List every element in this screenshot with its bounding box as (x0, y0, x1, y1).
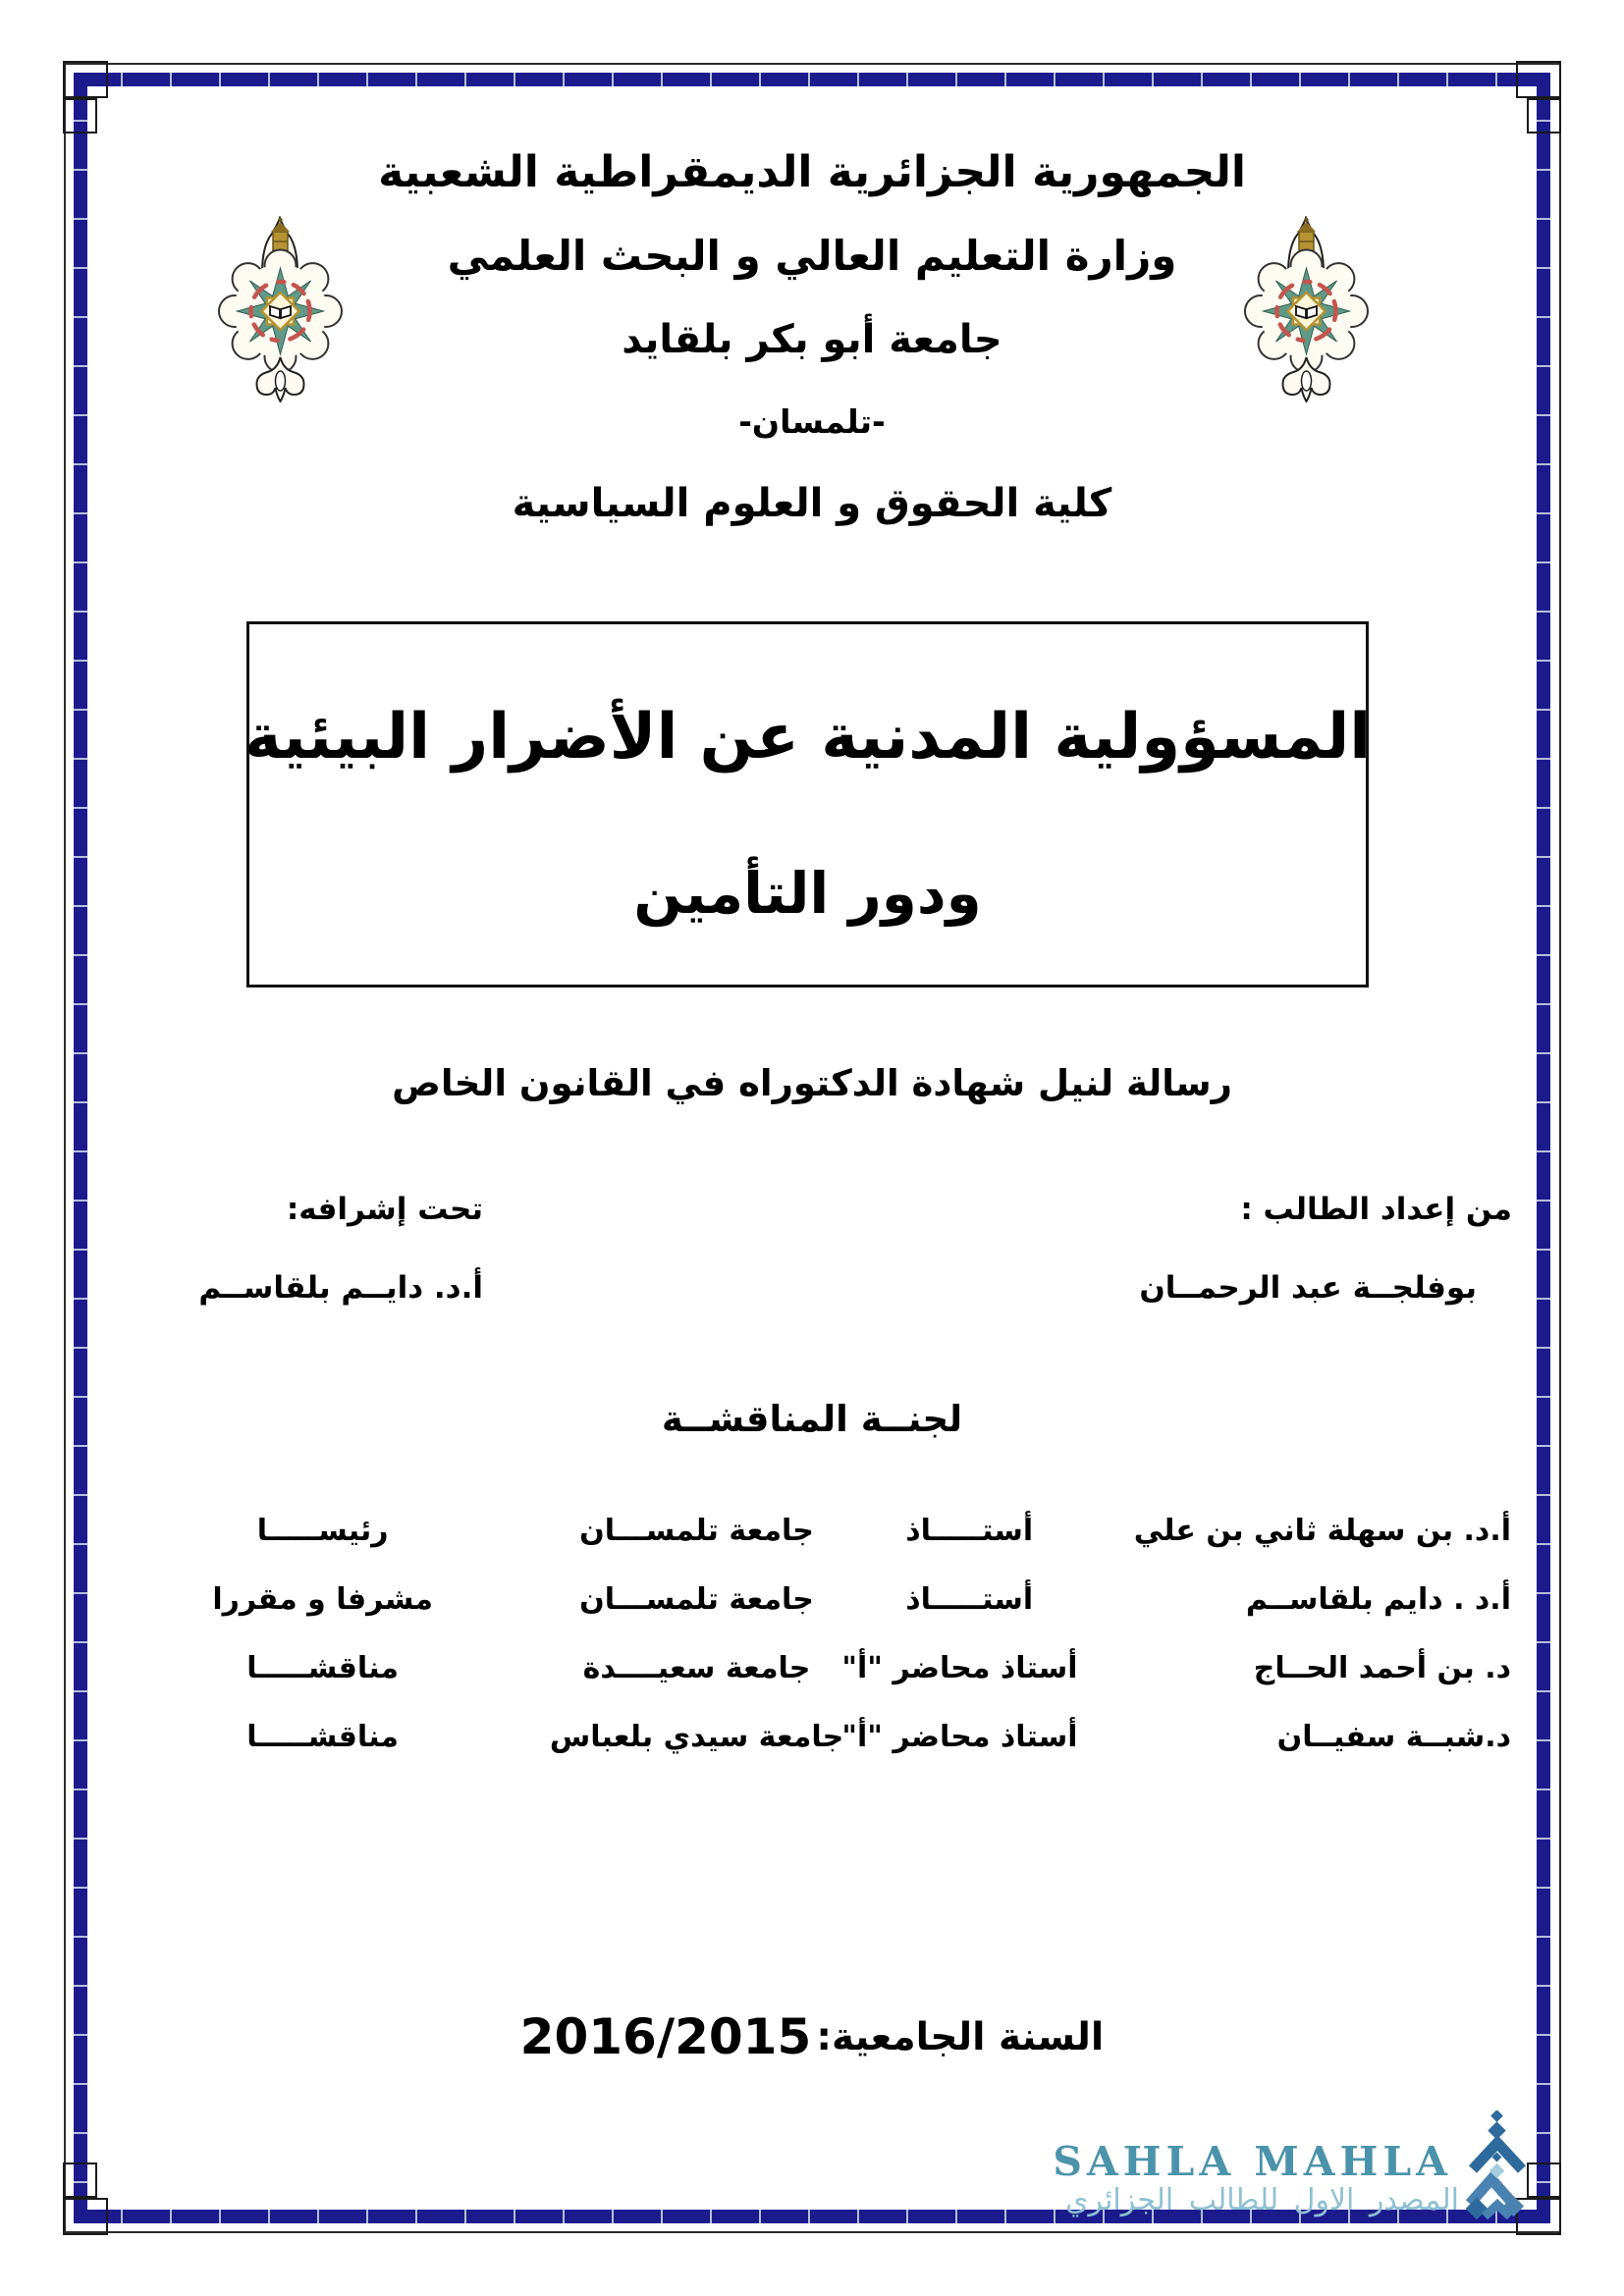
border-corner-square (63, 98, 97, 133)
watermark-tagline: المصدر الاول للطالب الجزائري (1065, 2183, 1459, 2217)
committee-member-university: جامعة تلمســـان (579, 1581, 814, 1617)
thesis-title-line2: ودور التأمين (633, 859, 982, 927)
committee-member-role: مشرفا و مقررا (212, 1581, 433, 1617)
page-border-band-right (1537, 73, 1550, 2223)
thesis-subtitle: رسالة لنيل شهادة الدكتوراه في القانون الخاص (392, 1062, 1232, 1104)
university-emblem-icon (209, 216, 352, 402)
committee-member-name: أ.د. بن سهلة ثاني بن علي (1133, 1513, 1511, 1548)
faculty-line: كلية الحقوق و العلوم السياسية (512, 481, 1112, 526)
sahla-mahla-logo-icon (1461, 2110, 1534, 2232)
committee-member-rank: أستاذ محاضر "أ" (841, 1650, 1078, 1685)
university-line: جامعة أبو بكر بلقايد (622, 317, 1002, 362)
committee-member-rank: أستاذ محاضر "أ" (841, 1719, 1078, 1754)
committee-member-university: جامعة تلمســـان (579, 1513, 814, 1548)
border-corner-square (63, 2198, 108, 2235)
student-label: من إعداد الطالب : (1240, 1192, 1512, 1227)
republic-line: الجمهورية الجزائرية الديمقراطية الشعبية (378, 147, 1246, 197)
supervisor-block (198, 1192, 483, 1306)
committee-member-rank: أستـــــاذ (905, 1581, 1034, 1617)
committee-member-name: أ.د . دايم بلقاســم (1245, 1581, 1511, 1617)
ministry-line: وزارة التعليم العالي و البحث العلمي (447, 232, 1177, 280)
committee-row (113, 1565, 1511, 1633)
committee-member-name: د. بن أحمد الحــاج (1253, 1650, 1511, 1685)
supervisor-label: تحت إشرافه: (286, 1192, 483, 1227)
committee-heading: لجنــة المناقشــة (661, 1398, 963, 1440)
student-block (1139, 1192, 1512, 1306)
thesis-title-box (244, 621, 1372, 988)
page-border-band-top (74, 73, 1550, 86)
border-corner-square (63, 61, 108, 98)
committee-member-university: جامعة سعيــــدة (582, 1650, 811, 1685)
watermark-brand-text: SAHLA MAHLA (1053, 2138, 1452, 2185)
committee-row (113, 1702, 1511, 1771)
page-border-band-left (74, 73, 87, 2223)
supervisor-name: أ.د. دايــم بلقاســم (198, 1270, 483, 1306)
border-corner-square (1516, 61, 1561, 98)
committee-row (113, 1496, 1511, 1565)
thesis-title-line1: المسؤولية المدنية عن الأضرار البيئية (244, 700, 1372, 774)
committee-member-university: جامعة سيدي بلعباس (549, 1719, 844, 1754)
city-line: -تلمسان- (738, 402, 886, 441)
committee-member-rank: أستـــــاذ (905, 1513, 1034, 1548)
committee-member-name: د.شبــة سفيــان (1276, 1719, 1511, 1754)
committee-table (113, 1496, 1511, 1771)
border-corner-square (1527, 98, 1561, 133)
committee-member-role: رئيســـــا (256, 1513, 389, 1548)
university-emblem-icon (1235, 216, 1378, 402)
committee-member-role: مناقشـــــا (246, 1719, 400, 1754)
committee-row (113, 1633, 1511, 1702)
academic-year-value: 2016/2015 (519, 2008, 812, 2065)
committee-member-role: مناقشـــــا (246, 1650, 400, 1685)
academic-year-line (0, 2008, 1624, 2065)
student-name: بوفلجــة عبد الرحمــان (1139, 1270, 1477, 1306)
border-corner-square (63, 2163, 97, 2198)
academic-year-label: السنة الجامعية: (816, 2015, 1105, 2059)
